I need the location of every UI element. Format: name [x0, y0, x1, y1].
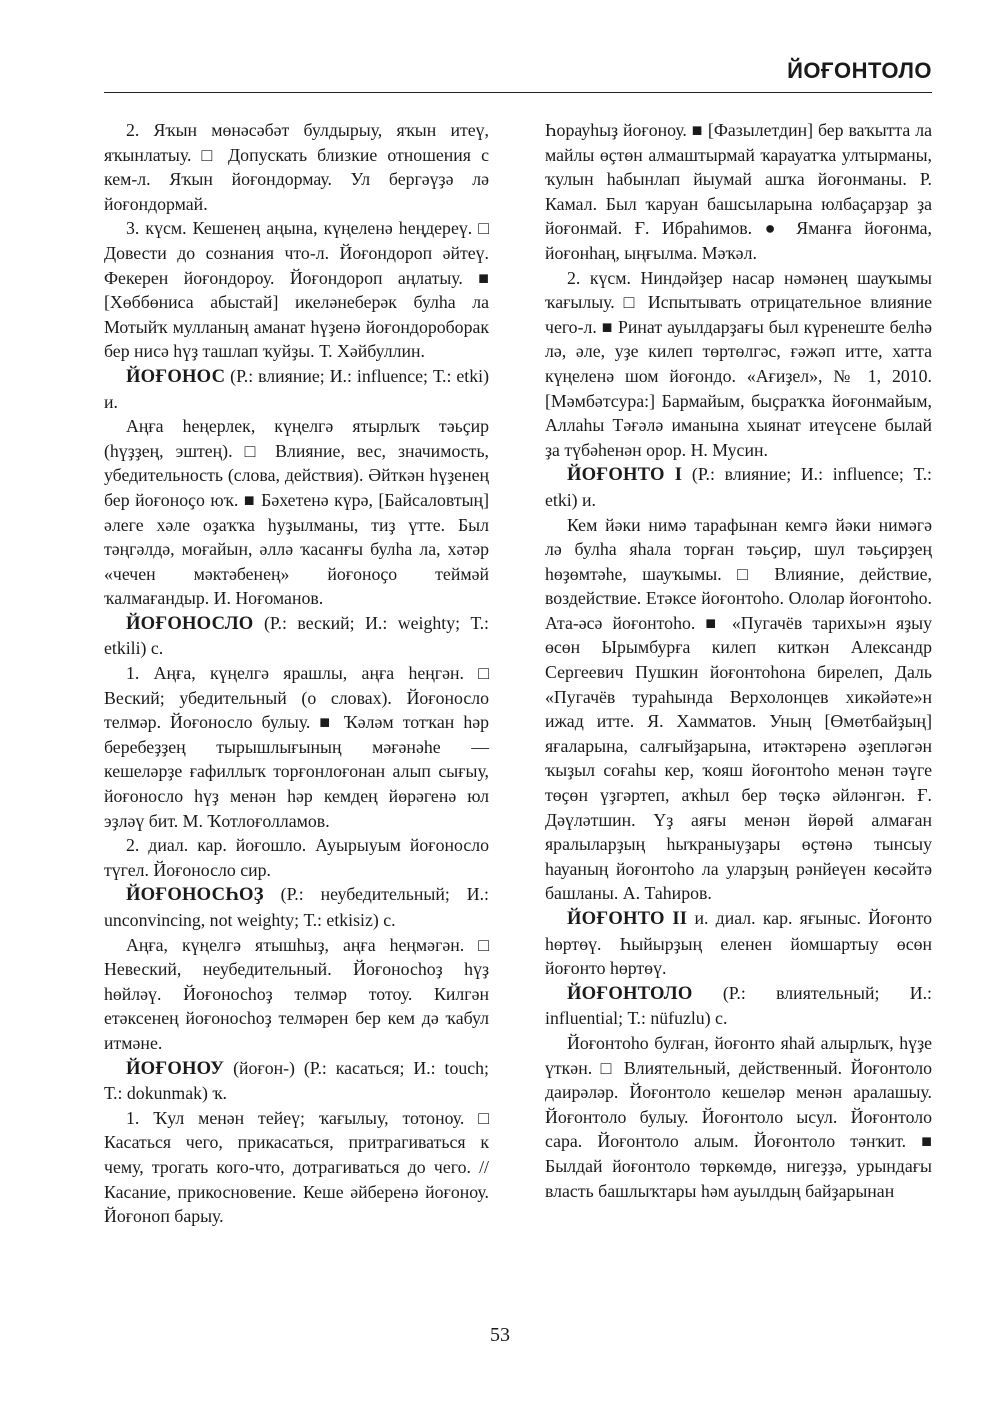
entry-paragraph: [545, 266, 932, 463]
entry-text: 2. диал. кар. йоғошло. Ауырыуым йоғоносло түгел. Йоғоносло сир.: [104, 835, 489, 880]
entry-paragraph: [104, 933, 489, 1056]
entry-heading: [104, 882, 489, 932]
entry-text: 2. күсм. Ниндәйҙер насар нәмәнең шауҡымы ҡағылыу. □ Испытывать отрицательное влияние чего-л. ■ Ринат ауылдарҙағы был күренеште белһә лә, әле, уҙе килеп төртөлгәс, ғәжәп итте, хатта күңеленә шом йоғондо. «Ағиҙел», № 1, 2010. [Мәмбәтсура:] Бармайым, быҫраҡҡа йоғонмайым, Аллаһы Тәғәлә иманына хыянат итеүсене былай ҙа түбәһенән орор. Н. Мусин.: [545, 267, 932, 460]
entry-text: (Р.: влияние; И.: influence; Т.: etki) и.: [545, 464, 932, 510]
entry-text: (Р.: веский; И.: weighty; Т.: etkili) с.: [104, 612, 489, 659]
entry-text: Һорауһыҙ йоғоноу. ■ [Фазылетдин] бер ваҡытта ла майлы өҫтөн алмаштырмай ҡарауатҡа ултырманы, ҡулын һабынлап йыумай ашҡа йоғонманы. Р. Камал. Был ҡаруан башсыларына юлбаҫарҙар ҙа йоғонмай. Ғ. Ибраһимов. ● Яманға йоғонма, йоғонһаң, ыңғылма. Мәҡәл.: [545, 120, 932, 263]
left-column: [104, 118, 489, 1229]
right-column: [545, 118, 932, 1203]
entry-text: 1. Аңға, күңелгә ярашлы, аңға һеңгән. □ Веский; убедительный (о словах). Йоғоносло телмәр. Йоғоносло булыу. ■ Ҡәләм тотҡан һәр беребеҙҙең тырышлығының мәғәнәһе — кешеләрҙе ғафиллыҡ торғонлоғонан алып сығыу, йоғоносло һүҙ менән һәр кемдең йөрәгенә юл эҙләү бит. М. Ҡотлоғолламов.: [104, 663, 489, 831]
entry-paragraph: [104, 833, 489, 882]
entry-text: 3. күсм. Кешенең аңына, күңеленә һеңдереү. □ Довести до сознания что-л. Йоғондороп әйтеү. Фекерен йоғондороу. Йоғондороп аңлатыу. ■ [Хөббөниса абыстай] икеләнеберәк булһа ла Мотыйҡ мулланың аманат һүҙенә йоғондороборак бер нисә һүҙ ташлап ҡуйҙы. Т. Хәйбуллин.: [104, 218, 489, 362]
headword: ЙОҒОНТОЛО: [567, 982, 693, 1004]
entry-text: 1. Ҡул менән тейеү; ҡағылыу, тотоноу. □ Касаться чего, прикасаться, притрагиваться к чему, трогать кого-что, дотрагиваться до чего. // Касание, прикосновение. Кеше әйберенә йоғоноу. Йоғоноп барыу.: [104, 1107, 489, 1227]
headword: ЙОҒОНТО II: [567, 908, 688, 929]
entry-heading: [545, 981, 932, 1031]
header-rule: [104, 92, 932, 93]
headword: ЙОҒОНОСҺОҘ: [126, 884, 264, 906]
headword: ЙОҒОНОУ: [126, 1057, 225, 1079]
entry-text: Кем йәки нимә тарафынан кемгә йәки нимәгә лә булһа яһала торған тәьҫир, шул тәьҫирҙең һөҙөмтәһе, шауҡымы. □ Влияние, действие, воздействие. Етәксе йоғонтоһо. Ололар йоғонтоһо. Ата-әсә йоғонтоһо. ■ «Пугачёв тарихы»н яҙыу өсөн Ырымбурға килеп киткән Александр Сергеевич Пушкин йоғонтоһона бирелеп, Даль «Пугачёв тураһында Верхолонцев хикәйәте»н ижад итте. Я. Хамматов. Уның [Өмөтбайҙың] яғаларына, салғыйҙарына, итәктәренә әҙепләгән ҡыҙыл соғаһы кер, ҡояш йоғонтоһо менән тәүге төҫөн үҙгәртеп, аҡһыл бер төҫкә әйләнгән. Ғ. Дәүләтшин. Үҙ аяғы менән йөрөй алмаған яралыларҙың һыҡраныуҙары өҫтөнә тынсыу һауаның йоғонтоһо ла уларҙың рәнйеүен көсәйтә башланы. А. Таһиров.: [545, 514, 932, 904]
entry-paragraph: [104, 414, 489, 611]
entry-text: (йоғон-) (Р.: касаться; И.: touch; Т.: dokunmak) ҡ.: [104, 1057, 489, 1104]
entry-text: 2. Яҡын мөнәсәбәт булдырыу, яҡын итеү, яҡынлатыу. □ Допускать близкие отношения с кем-л. Яҡын йоғондормау. Ул бергәүҙә лә йоғондормай.: [104, 120, 489, 214]
running-head: ЙОҒОНТОЛО: [787, 58, 932, 83]
entry-paragraph: [104, 661, 489, 833]
headword: ЙОҒОНОС: [126, 365, 226, 387]
entry-text: Аңға, күңелгә ятышһыҙ, аңға һеңмәгән. □ Невеский, неубедительный. Йоғоносһоҙ һүҙ һөйләү. Йоғоносһоҙ телмәр тотоу. Килгән етәксенең йоғоносһоҙ телмәрен бер кем дә ҡабул итмәне.: [104, 934, 489, 1053]
entry-heading: [104, 611, 489, 661]
entry-paragraph: [545, 118, 932, 266]
entry-paragraph: [104, 216, 489, 364]
entry-heading: [104, 1056, 489, 1106]
entry-heading: [545, 462, 932, 512]
entry-paragraph: [104, 1106, 489, 1229]
entry-paragraph: [545, 513, 932, 907]
headword: ЙОҒОНТО I: [567, 464, 683, 486]
entry-text: Йоғонтоһо булған, йоғонто яһай алырлыҡ, һүҙе үткән. □ Влиятельный, действенный. Йоғонтоло даирәләр. Йоғонтоло кешеләр менән аралашыу. Йоғонтоло булыу. Йоғонтоло ысул. Йоғонтоло сара. Йоғонтоло алым. Йоғонтоло тәнҡит. ■ Былдай йоғонтоло төркөмдө, нигеҙҙә, урындағы власть башлыҡтары һәм ауылдың байҙарынан: [545, 1032, 932, 1201]
entry-heading: [104, 364, 489, 414]
entry-text: и. диал. кар. яғыныс. Йоғонто һөртөү. Һыйырҙың еленен йомшартыу өсөн йоғонто һөртөү.: [545, 908, 932, 979]
entry-text: Аңға һеңерлек, күңелгә ятырлыҡ тәьҫир (һүҙҙең, эштең). □ Влияние, вес, значимость, убедительность (слова, действия). Әйткән һүҙенең бер йоғоноҫо юҡ. ■ Бәхетенә күрә, [Байсаловтың] әлеге хәле оҙаҡҡа һуҙылманы, тиҙ үтте. Был тәңгәлдә, моғайын, әллә ҡасанғы булһа ла, хәтәр «чечен мәктәбенең» йоғоноҫо теймәй ҡалмағандыр. И. Ноғоманов.: [104, 416, 489, 609]
page-number: 53: [490, 1324, 510, 1346]
entry-paragraph: [104, 118, 489, 216]
entry-text: (Р.: неубедительный; И.: unconvincing, not weighty; Т.: etkisiz) с.: [104, 884, 489, 930]
entry-heading: [545, 906, 932, 981]
entry-text: (Р.: влиятельный; И.: influential; Т.: nüfuzlu) с.: [545, 982, 932, 1029]
entry-paragraph: [545, 1031, 932, 1203]
entry-text: (Р.: влияние; И.: influence; Т.: etki) и.: [104, 365, 489, 412]
headword: ЙОҒОНОСЛО: [126, 612, 254, 634]
